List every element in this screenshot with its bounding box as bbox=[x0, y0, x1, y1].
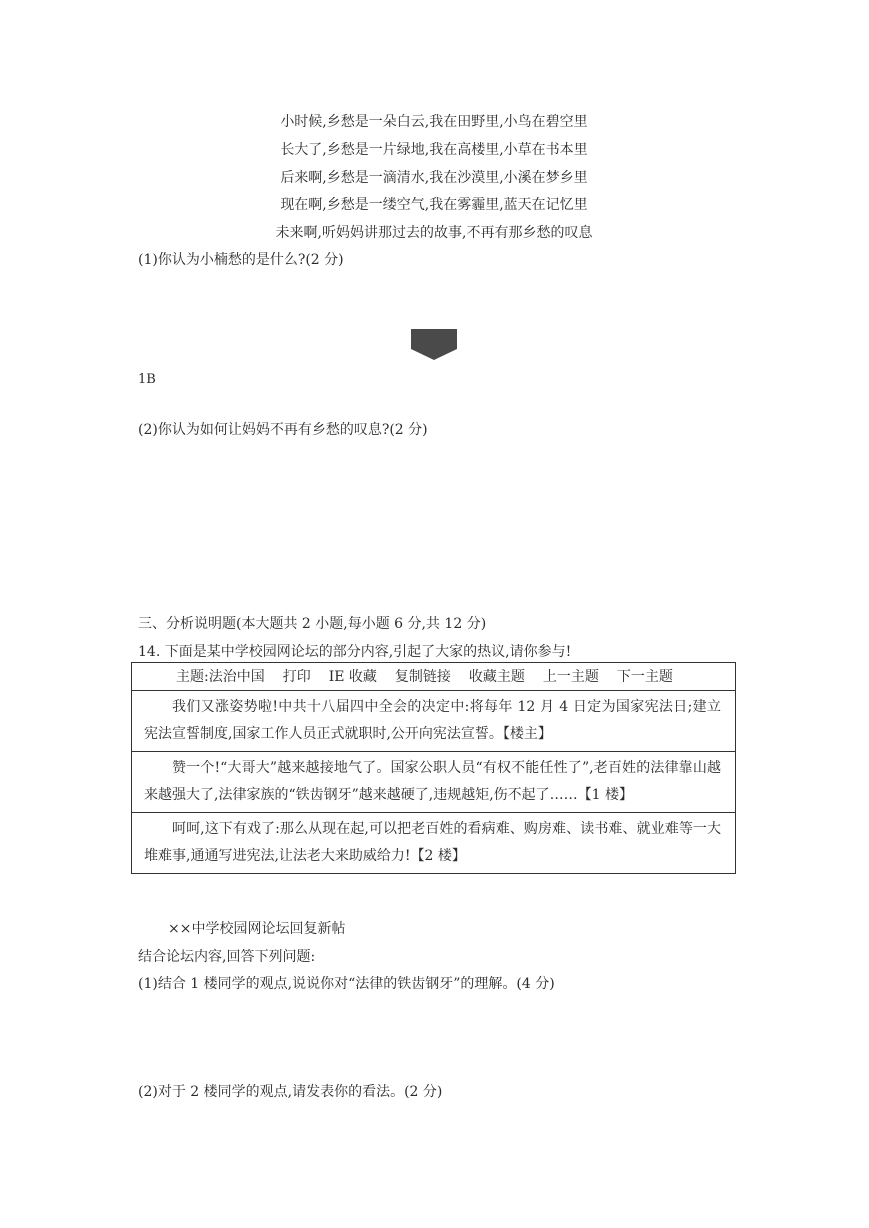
forum-topic: 主题:法治中国 bbox=[176, 669, 265, 685]
poem-line-5: 未来啊,听妈妈讲那过去的故事,不再有那乡愁的叹息 bbox=[275, 225, 593, 241]
forum-print-link[interactable]: 打印 bbox=[282, 669, 311, 685]
forum-next-topic-link[interactable]: 下一主题 bbox=[616, 669, 673, 685]
question-13-1: (1)你认为小楠愁的是什么?(2 分) bbox=[138, 252, 344, 268]
down-arrow-icon[interactable] bbox=[411, 329, 457, 360]
poem-line-1: 小时候,乡愁是一朵白云,我在田野里,小鸟在碧空里 bbox=[280, 114, 588, 130]
question-13-2: (2)你认为如何让妈妈不再有乡愁的叹息?(2 分) bbox=[138, 422, 428, 438]
question-14-1: (1)结合 1 楼同学的观点,说说你对“法律的铁齿钢牙”的理解。(4 分) bbox=[138, 976, 555, 992]
forum-ie-favorite-link[interactable]: IE 收藏 bbox=[328, 669, 377, 685]
forum-copy-link[interactable]: 复制链接 bbox=[394, 669, 451, 685]
forum-post-host: 我们又涨姿势啦!中共十八届四中全会的决定中:将每年 12 月 4 日定为国家宪法日;建立宪法宣誓制度,国家工作人员正式就职时,公开向宪法宣誓。【楼主】 bbox=[132, 691, 735, 752]
question-14-intro: 14. 下面是某中学校园网论坛的部分内容,引起了大家的热议,请你参与! bbox=[138, 644, 572, 660]
question-14-instruction: 结合论坛内容,回答下列问题: bbox=[138, 949, 316, 965]
forum-favorite-topic-link[interactable]: 收藏主题 bbox=[468, 669, 525, 685]
forum-header bbox=[132, 663, 735, 691]
poem-line-4: 现在啊,乡愁是一缕空气,我在雾霾里,蓝天在记忆里 bbox=[280, 197, 588, 213]
forum-box bbox=[131, 662, 736, 874]
poem-line-2: 长大了,乡愁是一片绿地,我在高楼里,小草在书本里 bbox=[280, 142, 588, 158]
question-14-2: (2)对于 2 楼同学的观点,请发表你的看法。(2 分) bbox=[138, 1084, 443, 1100]
stray-text: 1B bbox=[138, 372, 156, 387]
section-3-title: 三、分析说明题(本大题共 2 小题,每小题 6 分,共 12 分) bbox=[138, 616, 487, 632]
forum-caption: ××中学校园网论坛回复新帖 bbox=[168, 921, 346, 937]
forum-prev-topic-link[interactable]: 上一主题 bbox=[542, 669, 599, 685]
poem-line-3: 后来啊,乡愁是一滴清水,我在沙漠里,小溪在梦乡里 bbox=[280, 170, 588, 186]
forum-post-floor-2: 呵呵,这下有戏了:那么从现在起,可以把老百姓的看病难、购房难、读书难、就业难等一大堆难事,通通写进宪法,让法老大来助威给力!【2 楼】 bbox=[144, 821, 721, 864]
forum-post-floor-1: 赞一个!“大哥大”越来越接地气了。国家公职人员“有权不能任性了”,老百姓的法律靠山越来越强大了,法律家族的“铁齿钢牙”越来越硬了,违规越矩,伤不起了……【1 楼】 bbox=[132, 752, 735, 813]
